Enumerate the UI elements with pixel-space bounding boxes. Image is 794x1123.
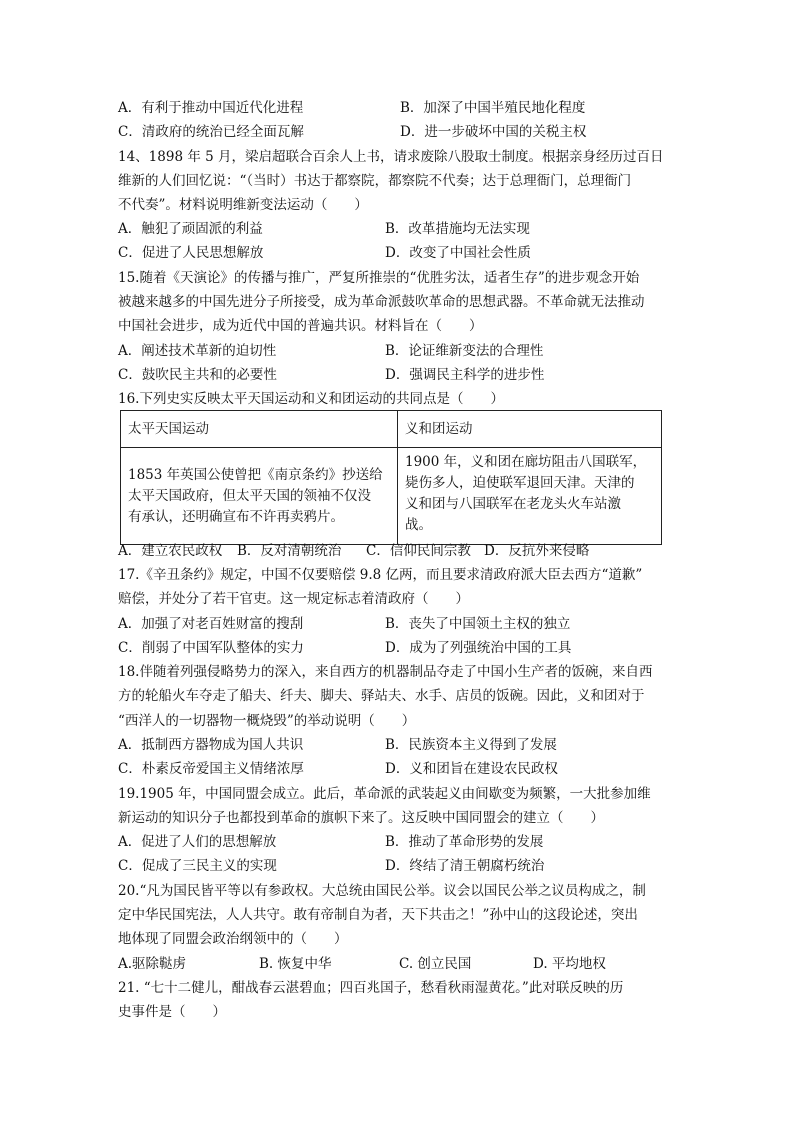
q14-option-b: B．改革措施均无法实现 xyxy=(385,221,530,237)
q17-stem-line-2: 赔偿，并处分了若干官吏。这一规定标志着清政府（ ） xyxy=(118,591,469,607)
q20-option-a: A.驱除鞑虏 xyxy=(118,956,187,972)
q14-option-a: A．触犯了顽固派的利益 xyxy=(118,221,263,237)
q13-option-d: D．进一步破坏中国的关税主权 xyxy=(400,124,587,140)
q18-option-b: B．民族资本主义得到了发展 xyxy=(385,737,557,753)
q13-option-a: A．有利于推动中国近代化进程 xyxy=(118,100,304,116)
boxer-line-4: 战。 xyxy=(405,517,432,533)
q19-stem-line-1: 19.1905 年，中国同盟会成立。此后，革命派的武装起义由间歇变为频繁，一大批参加维 xyxy=(118,786,651,802)
boxer-line-2: 毙伤多人，迫使联军退回天津。天津的 xyxy=(405,475,635,491)
q15-stem-line-3: 中国社会进步，成为近代中国的普遍共识。材料旨在（ ） xyxy=(118,318,483,334)
q15-stem-line-2: 被越来越多的中国先进分子所接受，成为革命派鼓吹革命的思想武器。不革命就无法推动 xyxy=(118,294,645,310)
q16-option-b: B．反对清朝统治 xyxy=(237,543,342,559)
table-header-taiping: 太平天国运动 xyxy=(121,411,398,448)
q16-comparison-table xyxy=(120,410,662,545)
q14-stem-line-2: 维新的人们回忆说：“（当时）书达于都察院，都察院不代奏；达于总理衙门，总理衙门 xyxy=(118,173,632,189)
q15-option-b: B．论证维新变法的合理性 xyxy=(385,343,544,359)
q20-stem-line-2: 定中华民国宪法，人人共守。敢有帝制自为者，天下共击之！”孙中山的这段论述，突出 xyxy=(118,907,638,923)
q14-stem-line-3: 不代奏”。材料说明维新变法运动（ ） xyxy=(118,197,368,213)
q21-stem-line-1: 21. “七十二健儿，酣战春云湛碧血；四百兆国子，愁看秋雨湿黄花。”此对联反映的历 xyxy=(118,980,624,996)
q18-stem-line-1: 18.伴随着列强侵略势力的深入，来自西方的机器制品夺走了中国小生产者的饭碗，来自西 xyxy=(118,664,653,680)
q16-option-a: A．建立农民政权 xyxy=(118,543,223,559)
q19-option-c: C．促成了三民主义的实现 xyxy=(118,858,277,874)
boxer-line-1: 1900 年，义和团在廊坊阻击八国联军， xyxy=(405,454,647,470)
q17-option-a: A．加强了对老百姓财富的搜刮 xyxy=(118,616,304,632)
q20-stem-line-1: 20.“凡为国民皆平等以有参政权。大总统由国民公举。议会以国民公举之议员构成之，制 xyxy=(118,883,646,899)
q20-option-b: B. 恢复中华 xyxy=(259,956,332,972)
q19-stem-line-2: 新运动的知识分子也都投到革命的旗帜下来了。这反映中国同盟会的建立（ ） xyxy=(118,810,604,826)
q18-option-c: C．朴素反帝爱国主义情绪浓厚 xyxy=(118,761,304,777)
boxer-line-3: 义和团与八国联军在老龙头火车站激 xyxy=(405,496,621,512)
q17-stem-line-1: 17.《辛丑条约》规定，中国不仅要赔偿 9.8 亿两，而且要求清政府派大臣去西方“道歉” xyxy=(118,567,643,583)
q16-option-d: D．反抗外来侵略 xyxy=(484,543,590,559)
q19-option-b: B．推动了革命形势的发展 xyxy=(385,834,544,850)
q20-option-d: D. 平均地权 xyxy=(533,956,606,972)
q13-option-c: C．清政府的统治已经全面瓦解 xyxy=(118,124,304,140)
taiping-line-3: 有承认，还明确宣布不许再卖鸦片。 xyxy=(128,508,344,525)
taiping-line-1: 1853 年英国公使曾把《南京条约》抄送给 xyxy=(128,466,383,483)
q14-option-d: D．改变了中国社会性质 xyxy=(385,245,531,261)
q17-option-b: B．丧失了中国领土主权的独立 xyxy=(385,616,571,632)
q15-option-d: D．强调民主科学的进步性 xyxy=(385,367,545,383)
q15-stem-line-1: 15.随着《天演论》的传播与推广，严复所推崇的“优胜劣汰，适者生存”的进步观念开始 xyxy=(118,270,640,286)
q17-option-d: D．成为了列强统治中国的工具 xyxy=(385,640,572,656)
q18-option-a: A．抵制西方器物成为国人共识 xyxy=(118,737,304,753)
q13-option-b: B．加深了中国半殖民地化程度 xyxy=(400,100,586,116)
q18-stem-line-3: “西洋人的一切器物一概烧毁”的举动说明（ ） xyxy=(118,713,416,729)
table-cell-taiping xyxy=(121,448,398,545)
q19-option-d: D．终结了清王朝腐朽统治 xyxy=(385,858,545,874)
q20-option-c: C. 创立民国 xyxy=(399,956,472,972)
q15-option-a: A．阐述技术革新的迫切性 xyxy=(118,343,277,359)
q17-option-c: C．削弱了中国军队整体的实力 xyxy=(118,640,304,656)
q14-stem-line-1: 14、1898 年 5 月，梁启超联合百余人上书，请求废除八股取士制度。根据亲身经历过百日 xyxy=(118,149,664,165)
q21-stem-line-2: 史事件是（ ） xyxy=(118,1004,226,1020)
q18-stem-line-2: 方的轮船火车夺走了船夫、纤夫、脚夫、驿站夫、水手、店员的饭碗。因此，义和团对于 xyxy=(118,688,645,704)
q16-option-c: C．信仰民间宗教 xyxy=(366,543,471,559)
table-header-boxer: 义和团运动 xyxy=(398,411,662,448)
q20-stem-line-3: 地体现了同盟会政治纲领中的（ ） xyxy=(118,931,348,947)
q15-option-c: C．鼓吹民主共和的必要性 xyxy=(118,367,277,383)
q19-option-a: A．促进了人们的思想解放 xyxy=(118,834,277,850)
q16-stem: 16.下列史实反映太平天国运动和义和团运动的共同点是（ ） xyxy=(118,391,504,407)
q18-option-d: D．义和团旨在建设农民政权 xyxy=(385,761,558,777)
taiping-line-2: 太平天国政府，但太平天国的领袖不仅没 xyxy=(128,487,371,504)
q14-option-c: C．促进了人民思想解放 xyxy=(118,245,264,261)
table-cell-boxer xyxy=(398,448,662,545)
